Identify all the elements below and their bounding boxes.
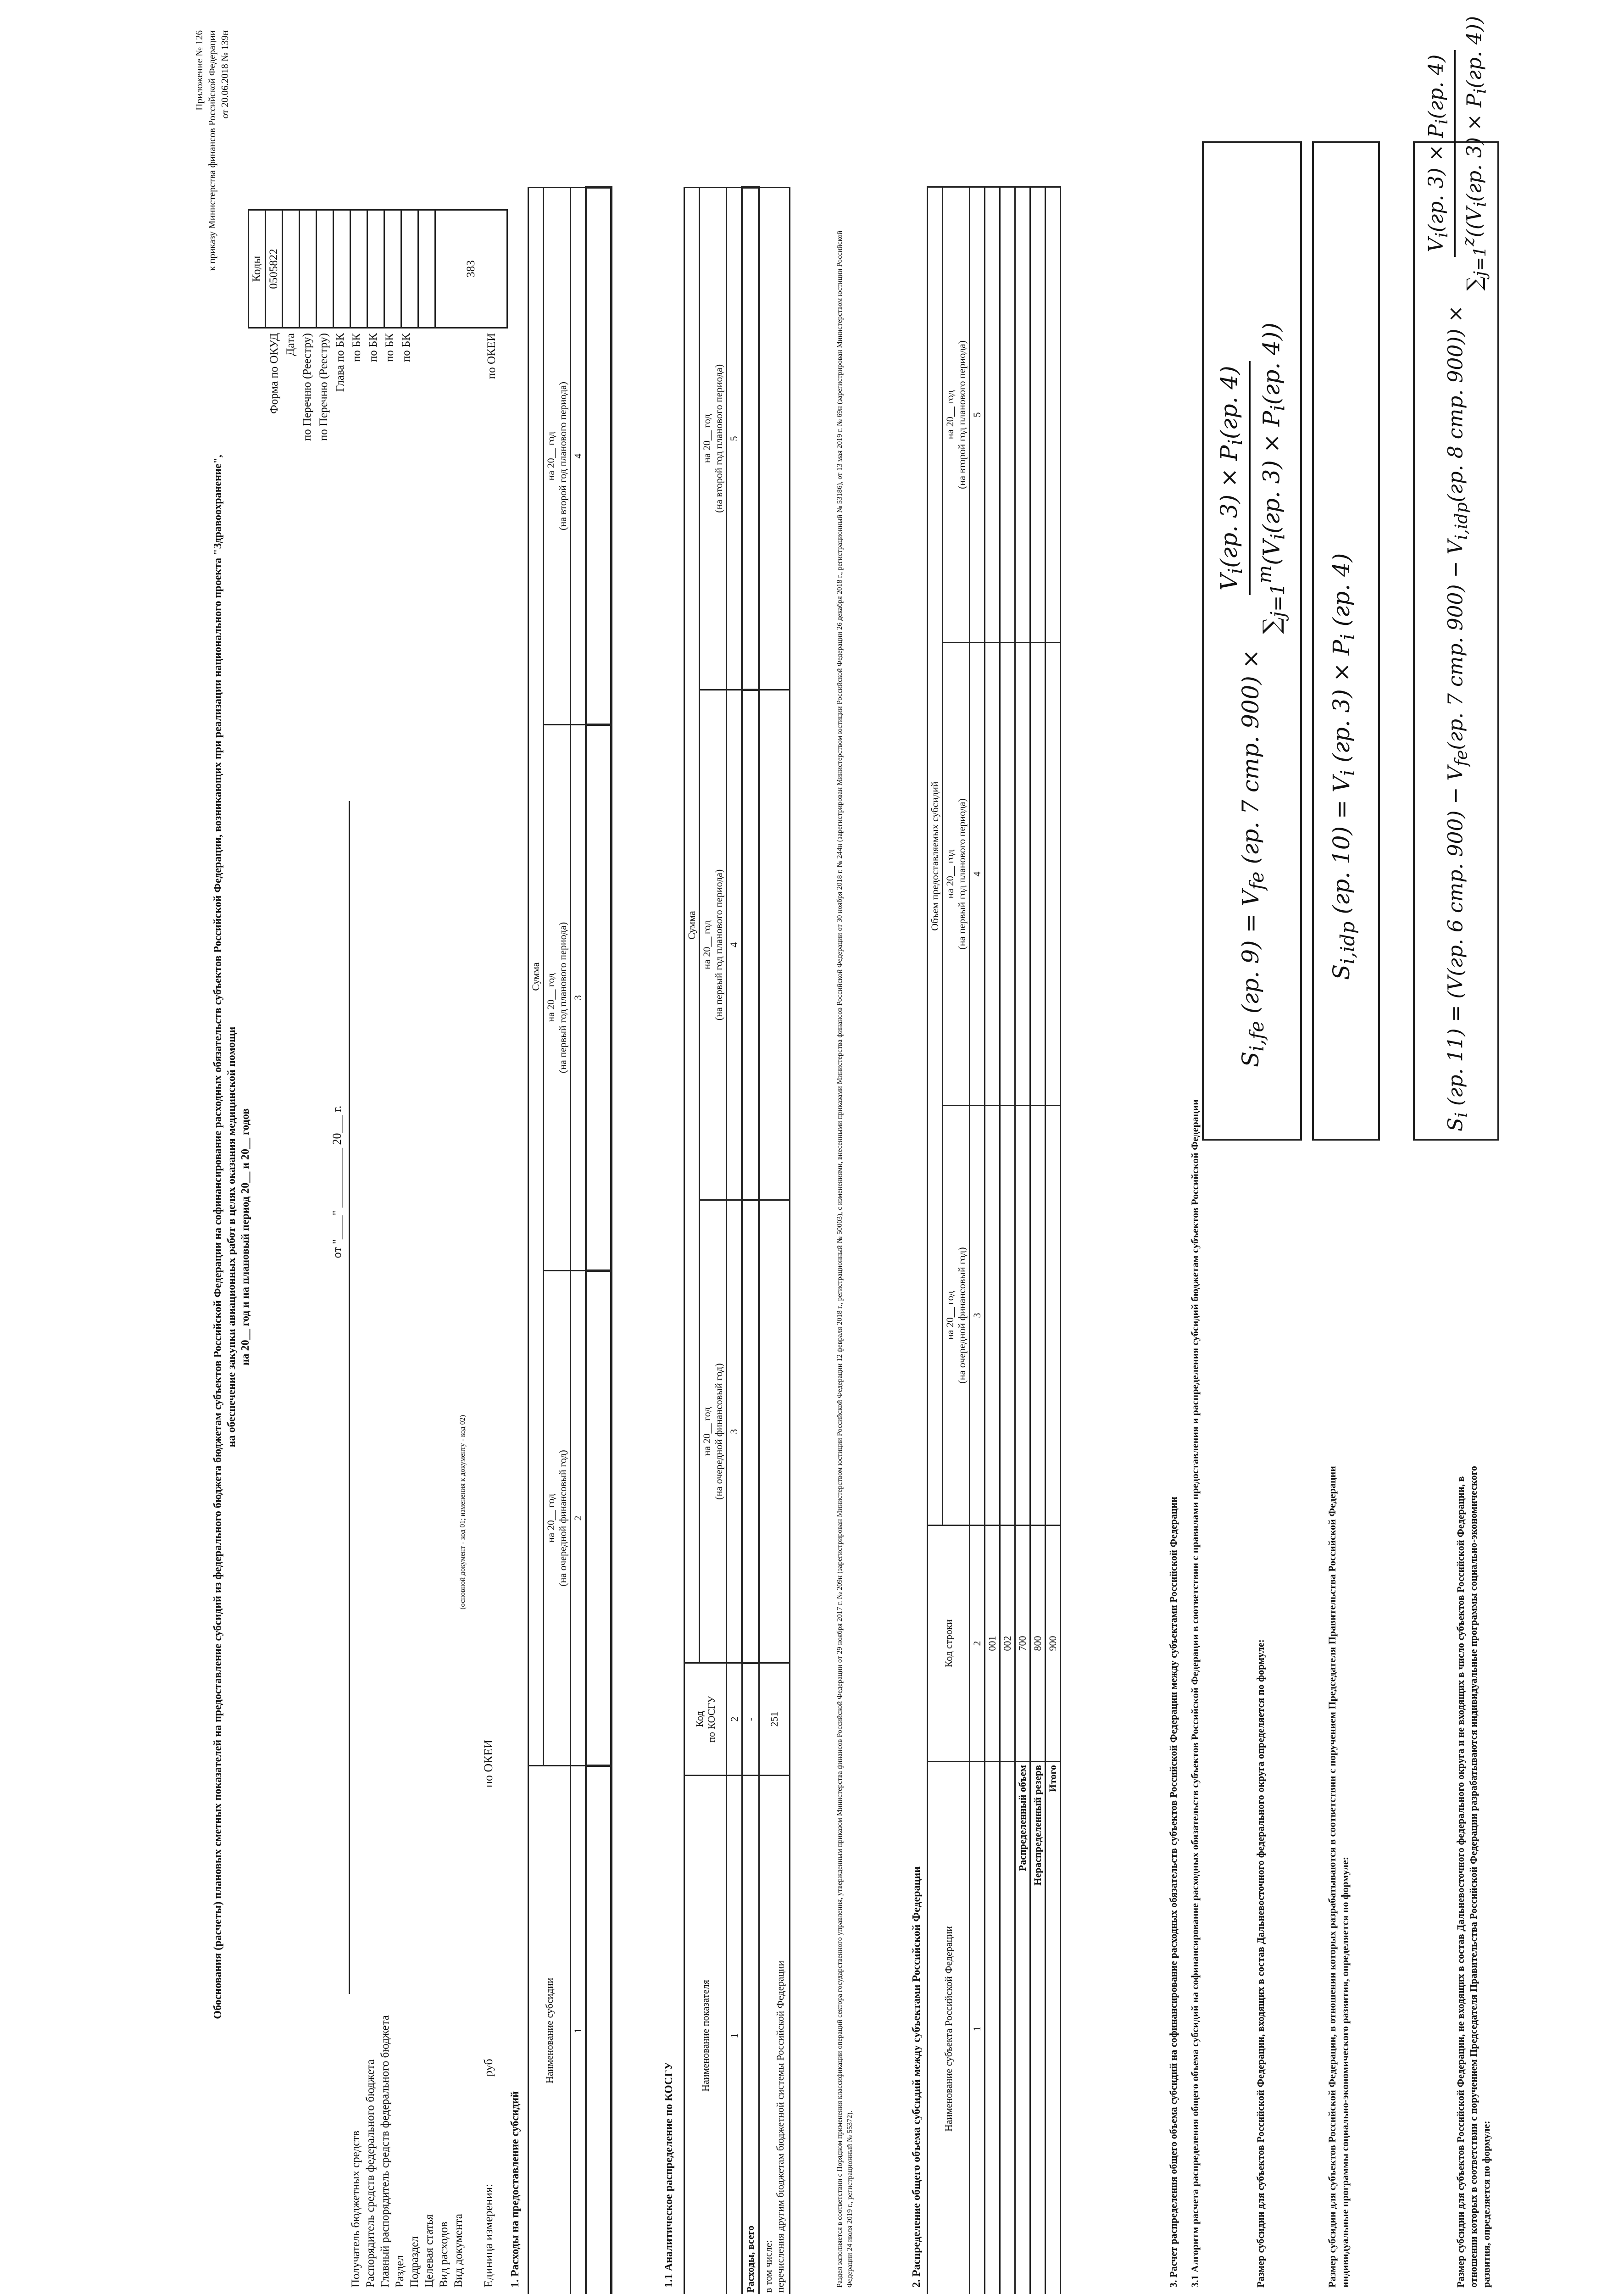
s2-col-subject: Наименование субъекта Российской Федерации (928, 1762, 970, 2294)
code-label-9 (415, 333, 431, 489)
s11-num3: 3 (727, 1200, 742, 1663)
header-field-4: Подраздел (408, 2236, 421, 2288)
s2-total-label: Итого (1047, 1765, 1058, 1793)
s11-num4: 4 (727, 690, 742, 1200)
title-line3: на 20__ год и на плановый период 20__ и 20__ годов (239, 1108, 251, 1366)
header-field-5: Целевая статья (423, 2214, 435, 2288)
s1-num1: 1 (571, 1766, 586, 2294)
formula1: $S_{i,fe}$ (гр. $9) = V_{fe}$ (гр. 7 стр. 900) × $V_i(гр$. $3) \times P_i(гр$. 4) $\sum_{j=1}^m(V_i(гр$. $3) \times P_i(гр$. 4)) (1216, 322, 1289, 1067)
code-value-5 (350, 210, 367, 328)
code-label-5: по БК (350, 333, 363, 362)
okei-label: по ОКЕИ (482, 1739, 495, 1787)
header-field-1: Распорядитель средств федерального бюджета (364, 2059, 377, 2288)
s2-volume-header: Объем предоставляемых субсидий (928, 187, 943, 1526)
s11-year3: на 20__ год (на второй год планового периода) (700, 188, 727, 690)
s11-code-251: 251 (759, 1663, 790, 1776)
s1-year3: на 20__ год (на второй год планового периода) (544, 188, 571, 725)
kosgu-table (684, 186, 790, 2294)
formula2: $S_{i,idp}$ (гр. $10) = V_i$ (гр. $3) \times P_i$ (гр. 4) (1328, 553, 1359, 980)
code-value-2 (300, 210, 317, 328)
s2-row-001: 001 (985, 1526, 1000, 1762)
s11-num1: 1 (727, 1776, 742, 2294)
section1-title: 1. Расходы на предоставление субсидий (509, 2091, 521, 2288)
code-value-7 (384, 210, 401, 328)
code-value-3 (317, 210, 334, 328)
header-field-2: Главный распорядитель средств федерального бюджета (379, 2015, 391, 2288)
s11-total-label: Расходы, всего (742, 1776, 759, 2294)
section2-title: 2. Распределение общего объема субсидий между субъектами Российской Федерации (911, 1866, 923, 2288)
appendix-header (193, 30, 231, 351)
s11-col-kosgu: Код по КОСГУ (684, 1663, 727, 1776)
document-date: от "____" __________ 20___ г. (330, 1105, 344, 1258)
s2-num2: 2 (970, 1526, 985, 1762)
formula3-text: Размер субсидии для субъектов Российской Федерации, не входящих в состав Дальневосточного федерального округа и не входящих в число субъектов Российской Федерации, в отношении которых в соответствии с поручением Председателя Правительства Российской Федерации разрабатываются индивидуальные программы социально-экономического развития, определяется по формуле: (1455, 1466, 1492, 2288)
header-field-7: Вид документа (452, 2214, 465, 2288)
title-line1: Обоснования (расчеты) плановых сметных показателей на предоставление субсидий из федерального бюджета бюджетам субъектов Российской Федерации на софинансирование расходных обязательств субъектов Российской Федерации, возникающих при реализации национального проекта "Здравоохранение", (212, 455, 224, 2019)
s11-year1: на 20__ год (на очередной финансовый год) (700, 1200, 727, 1663)
s2-col-code: Код строки (928, 1526, 970, 1762)
s1-row (586, 1766, 612, 2294)
s11-col-name: Наименование показателя (684, 1776, 727, 2294)
code-label-2: по Перечню (Реестру) (301, 333, 313, 441)
s2-num3: 3 (970, 1105, 985, 1525)
s2-num5: 5 (970, 187, 985, 643)
title-line2: на обеспечение закупки авиационных работ в целях оказания медицинской помощи (226, 1026, 238, 1448)
s2-code-700: 700 (1015, 1526, 1030, 1762)
code-label-0: Форма по ОКУД (268, 333, 280, 414)
footnote: Раздел заполняется в соответствии с Порядком применения классификации операций сектора государственного управления, утвержденным приказом Министерства финансов Российской Федерации от 29 ноября 2017 г. № 209н (зарегистрирован Министерством юстиции Российской Федерации 12 февраля 2018 г., регистрационный № 50003), с изменениями, внесенными приказами Министерства финансов Российской Федерации от 30 ноября 2018 г. № 244н (зарегистрирован Министерством юстиции Российской Федерации 26 декабря 2018 г., регистрационный № 53186), от 13 мая 2019 г. № 69н (зарегистрирован Министерством юстиции Российской Федерации 24 июля 2019 г., регистрационный № 55372). (836, 230, 854, 2288)
s1-year2: на 20__ год (на первый год планового периода) (544, 724, 571, 1270)
s11-year2: на 20__ год (на первый год планового периода) (700, 690, 727, 1200)
code-label-3: по Перечню (Реестру) (317, 333, 330, 441)
order-line: к приказу Министерства финансов Российской Федерации (206, 30, 217, 271)
unit-value: руб (482, 2059, 495, 2077)
document-title (211, 365, 252, 2109)
s1-col-name: Наименование субсидии (528, 1766, 571, 2294)
s11-total-code: - (742, 1663, 759, 1776)
s1-num4: 4 (571, 188, 586, 725)
code-value-10: 383 (435, 210, 507, 328)
section31-title: 3.1 Алгоритм расчета распределения общего объема субсидий на софинансирование расходных обязательств субъектов Российской Федерации в соответствии с правилами предоставления и распределения субсидий бюджетам субъектов Российской Федерации (1189, 1099, 1201, 2288)
codes-header: Коды (249, 210, 266, 328)
header-fields (349, 1783, 466, 2288)
formula1-text: Размер субсидии для субъектов Российской Федерации, входящих в состав Дальневосточного федерального округа определяется по формуле: (1255, 1639, 1266, 2288)
s11-num2: 2 (727, 1663, 742, 1776)
code-label-1: Дата (284, 333, 297, 356)
s2-year3: на 20__ год (на второй год планового периода) (943, 187, 970, 643)
s1-num3: 3 (571, 724, 586, 1270)
code-label-10: по ОКЕИ (485, 333, 498, 379)
formula2-text: Размер субсидии для субъектов Российской Федерации, в отношении которых разрабатываются в соответствии с поручением Председателя Правительства Российской Федерации индивидуальные программы социально-экономического развития, определяется по формуле: (1326, 1466, 1351, 2288)
header-field-0: Получатель бюджетных средств (350, 2130, 362, 2288)
code-label-7: по БК (384, 333, 396, 362)
unit-label: Единица измерения: (482, 2183, 495, 2288)
code-value-8 (401, 210, 418, 328)
s1-num2: 2 (571, 1270, 586, 1765)
s2-code-800: 800 (1030, 1526, 1046, 1762)
code-label-6: по БК (367, 333, 379, 362)
formula3: $S_i$ (гр. 11) = (V(гр. 6 стр. $900) - V_{fe}(гр$. 7 стр. $900) - V_{i,idp}(гр$. 8 стр. 900)) × $V_i(гр$. $3) \times P_i(гр$. 4) $\sum_{j=1}^z((V_i(гр$. $3) \times P_i(гр$. 4)) (1424, 16, 1490, 1131)
s11-num5: 5 (727, 188, 742, 690)
s2-num1: 1 (970, 1762, 985, 2294)
doc-type-note: (основной документ - код 01; изменения к документу - код 02) (459, 1415, 467, 1609)
s2-year1: на 20__ год (на очередной финансовый год) (943, 1105, 970, 1525)
header-field-6: Вид расходов (438, 2222, 450, 2288)
s11-sum-header: Сумма (684, 188, 700, 1663)
code-value-1 (283, 210, 300, 328)
code-label-4: Глава по БК (334, 333, 346, 392)
s2-num4: 4 (970, 642, 985, 1105)
section3-title: 3. Расчет распределения общего объема субсидий на софинансирование расходных обязательств субъектов Российской Федерации между субъектами Российской Федерации (1168, 1497, 1179, 2288)
order-date: от 20.06.2018 № 139н (219, 30, 230, 119)
code-value-9 (418, 210, 435, 328)
distribution-table (927, 186, 1061, 2294)
code-value-6 (367, 210, 384, 328)
appendix-number: Приложение № 126 (194, 30, 205, 111)
s1-year1: на 20__ год (на очередной финансовый год) (544, 1270, 571, 1765)
codes-table (248, 209, 508, 329)
s1-sum-header: Сумма (528, 188, 544, 1766)
code-value-0: 0505822 (266, 210, 283, 328)
s2-code-900: 900 (1046, 1526, 1061, 1762)
code-value-4 (334, 210, 350, 328)
s2-reserve-label: Нераспределенный резерв (1032, 1765, 1043, 1886)
s2-year2: на 20__ год (на первый год планового периода) (943, 642, 970, 1105)
s11-transfer-label: в том числе: перечисления другим бюджетам бюджетной системы Российской Федерации (759, 1776, 790, 2294)
s2-distributed-label: Распределенный объем (1017, 1765, 1028, 1871)
subsidy-expenses-table (528, 186, 612, 2294)
s2-row-002: 002 (1000, 1526, 1015, 1762)
section11-title: 1.1 Аналитическое распределение по КОСГУ (663, 2061, 675, 2288)
header-field-3: Раздел (394, 2255, 406, 2288)
code-label-8: по БК (400, 333, 412, 362)
